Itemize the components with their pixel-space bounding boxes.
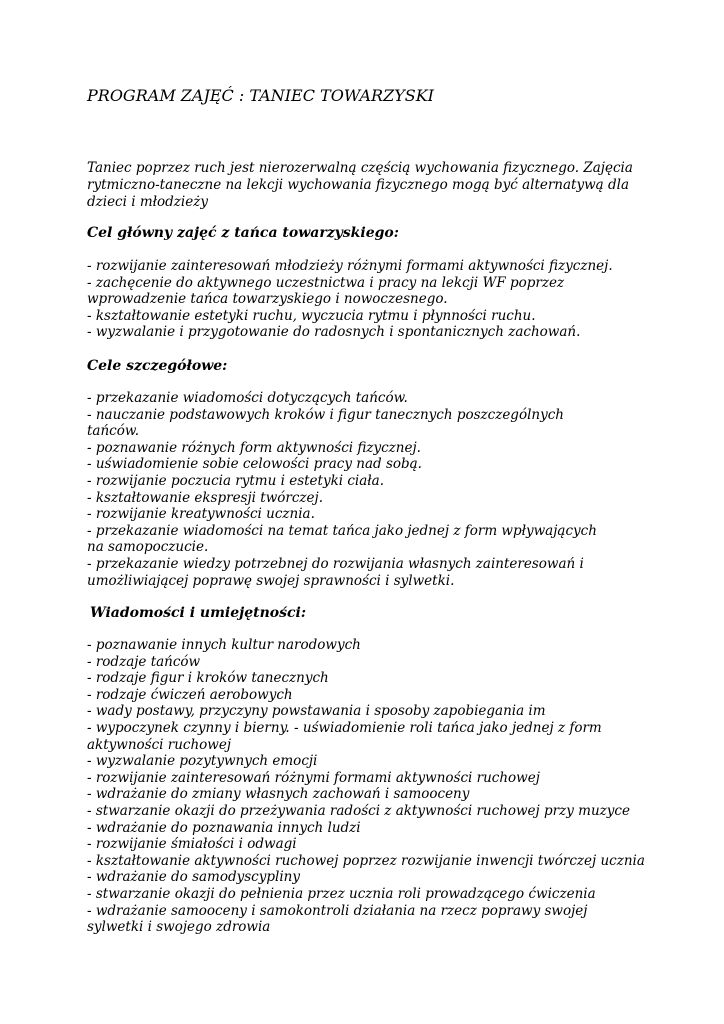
list-item: - kształtowanie estetyki ruchu, wyczucia rytmu i płynności ruchu. — [87, 307, 536, 324]
list-item: - wypoczynek czynny i bierny. - uświadomienie roli tańca jako jednej z form aktywności ruchowej — [87, 719, 602, 753]
list-item: - rozwijanie zainteresowań młodzieży różnymi formami aktywności fizycznej. — [87, 258, 613, 274]
list-item: - wdrażanie do samodyscypliny — [87, 869, 300, 886]
detailed-goals-list — [87, 390, 617, 589]
list-item: - uświadomienie sobie celowości pracy nad sobą. — [87, 456, 422, 473]
section-heading-knowledge-skills: Wiadomości i umiejętności: — [90, 605, 307, 621]
main-goal-list — [87, 258, 617, 341]
list-item: - wdrażanie do poznawania innych ludzi — [87, 819, 361, 836]
list-item: - kształtowanie ekspresji twórczej. — [87, 489, 323, 506]
list-item: - wady postawy, przyczyny powstawania i sposoby zapobiegania im — [87, 703, 546, 720]
knowledge-skills-list — [87, 637, 647, 936]
list-item: - stwarzanie okazji do przeżywania radości z aktywności ruchowej przy muzyce — [87, 802, 630, 819]
list-item: - rozwijanie śmiałości i odwagi — [87, 836, 297, 853]
list-item: - poznawanie innych kultur narodowych — [87, 637, 361, 653]
section-heading-main-goal: Cel główny zajęć z tańca towarzyskiego: — [87, 225, 399, 241]
list-item: - przekazanie wiedzy potrzebnej do rozwijania własnych zainteresowań i umożliwiającej poprawę swojej sprawności i sylwetki. — [87, 555, 584, 589]
list-item: - wdrażanie do zmiany własnych zachowań i samooceny — [87, 786, 470, 803]
list-item: - przekazanie wiadomości na temat tańca jako jednej z form wpływających na samopoczucie. — [87, 522, 597, 556]
list-item: - zachęcenie do aktywnego uczestnictwa i pracy na lekcji WF poprzez wprowadzenie tańca towarzyskiego i nowoczesnego. — [87, 274, 565, 308]
list-item: - przekazanie wiadomości dotyczących tańców. — [87, 390, 408, 406]
intro-paragraph: Taniec poprzez ruch jest nierozerwalną częścią wychowania fizycznego. Zajęcia rytmiczno-taneczne na lekcji wychowania fizycznego mogą być alternatywą dla dzieci i młodzieży — [87, 160, 633, 210]
list-item: - nauczanie podstawowych kroków i figur tanecznych poszczególnych tańców. — [87, 406, 564, 440]
list-item: - poznawanie różnych form aktywności fizycznej. — [87, 439, 421, 456]
list-item: - wdrażanie samooceny i samokontroli działania na rzecz poprawy swojej sylwetki i swojego zdrowia — [87, 902, 588, 936]
list-item: - rozwijanie kreatywności ucznia. — [87, 506, 315, 523]
list-item: - stwarzanie okazji do pełnienia przez ucznia roli prowadzącego ćwiczenia — [87, 885, 596, 902]
section-heading-detailed-goals: Cele szczegółowe: — [87, 358, 228, 374]
list-item: - wyzwalanie i przygotowanie do radosnych i spontanicznych zachowań. — [87, 324, 581, 341]
list-item: - rodzaje tańców — [87, 653, 201, 670]
list-item: - wyzwalanie pozytywnych emocji — [87, 753, 318, 770]
list-item: - kształtowanie aktywności ruchowej poprzez rozwijanie inwencji twórczej ucznia — [87, 852, 645, 869]
list-item: - rodzaje ćwiczeń aerobowych — [87, 686, 293, 703]
document-title: PROGRAM ZAJĘĆ : TANIEC TOWARZYSKI — [87, 86, 434, 105]
list-item: - rozwijanie zainteresowań różnymi formami aktywności ruchowej — [87, 769, 540, 786]
list-item: - rodzaje figur i kroków tanecznych — [87, 670, 329, 687]
list-item: - rozwijanie poczucia rytmu i estetyki ciała. — [87, 472, 385, 489]
